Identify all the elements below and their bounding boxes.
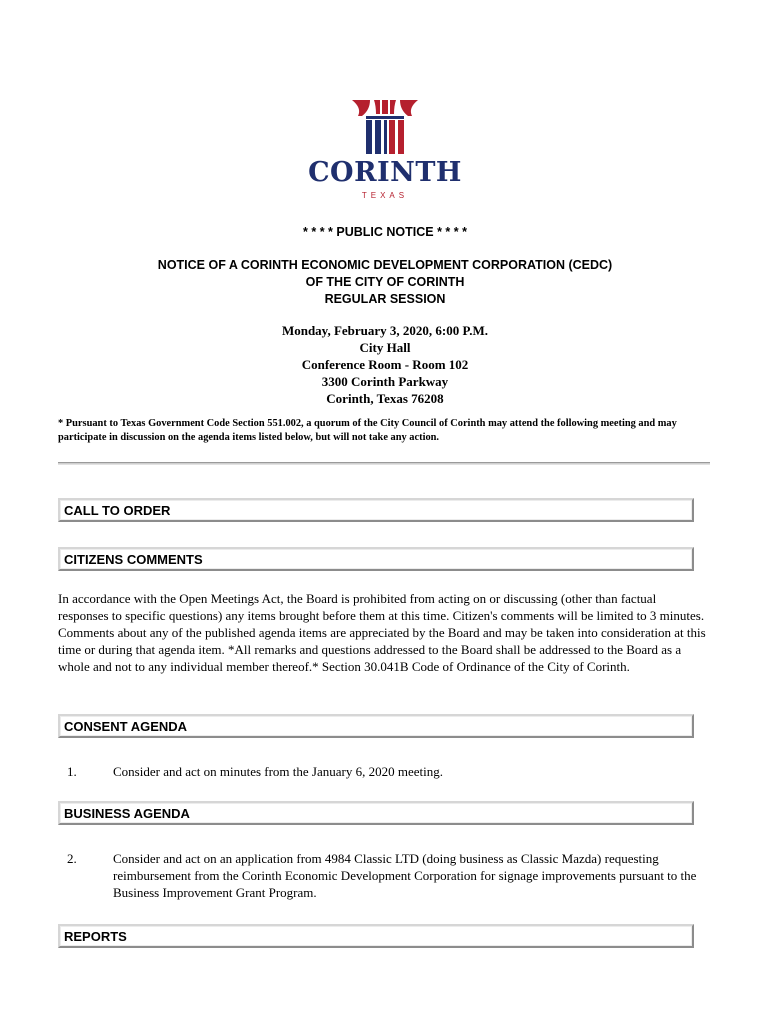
column-emblem-icon: [300, 98, 470, 158]
section-business-agenda: [58, 801, 694, 825]
notice-title-line-3: REGULAR SESSION: [324, 292, 446, 306]
agenda-item-number: 1.: [67, 764, 77, 779]
section-consent-agenda: [58, 714, 694, 738]
agenda-item-text: Consider and act on minutes from the January 6, 2020 meeting.: [113, 764, 443, 779]
section-label: CONSENT AGENDA: [64, 719, 188, 734]
meeting-room: Conference Room - Room 102: [301, 357, 469, 372]
divider: [58, 462, 710, 465]
logo-wordmark: CORINTH: [308, 157, 462, 188]
citizens-comments-text: In accordance with the Open Meetings Act, the Board is prohibited from acting on or discussing (other than factual responses to specific questions) any items brought before them at this time. Citizen's comments will be limited to 3 minutes. Comments about any of the published agenda items are appreciated by the Board and may be taken into consideration at this time or during that agenda item. *All remarks and questions addressed to the Board shall be addressed to the Board as a whole and not to any individual member thereof.* Section 30.041B Code of Ordinance of the City of Corinth.: [58, 591, 706, 674]
quorum-notice: * Pursuant to Texas Government Code Section 551.002, a quorum of the City Council of Corinth may attend the following meeting and may participate in discussion on the agenda items listed below, but will not take any action.: [58, 418, 677, 443]
notice-title-line-2: OF THE CITY OF CORINTH: [305, 275, 465, 289]
section-call-to-order: [58, 498, 694, 522]
agenda-item-number: 2.: [67, 851, 77, 866]
section-label: BUSINESS AGENDA: [64, 806, 190, 821]
section-citizens-comments: [58, 547, 694, 571]
section-label: CITIZENS COMMENTS: [64, 552, 203, 567]
meeting-datetime: Monday, February 3, 2020, 6:00 P.M.: [281, 323, 489, 338]
public-notice-heading: * * * * PUBLIC NOTICE * * * *: [303, 225, 467, 239]
notice-title-line-1: NOTICE OF A CORINTH ECONOMIC DEVELOPMENT CORPORATION (CEDC): [157, 258, 613, 272]
section-reports: [58, 924, 694, 948]
section-label: REPORTS: [64, 929, 127, 944]
logo-subtitle: TEXAS: [361, 191, 409, 200]
meeting-venue: City Hall: [359, 340, 411, 355]
meeting-city: Corinth, Texas 76208: [326, 391, 444, 406]
section-label: CALL TO ORDER: [64, 503, 171, 518]
agenda-item-text: Consider and act on an application from 4984 Classic LTD (doing business as Classic Mazda) requesting reimbursement from the Corinth Economic Development Corporation for signage improvements pursuant to the Business Improvement Grant Program.: [113, 851, 697, 900]
meeting-street: 3300 Corinth Parkway: [321, 374, 449, 389]
